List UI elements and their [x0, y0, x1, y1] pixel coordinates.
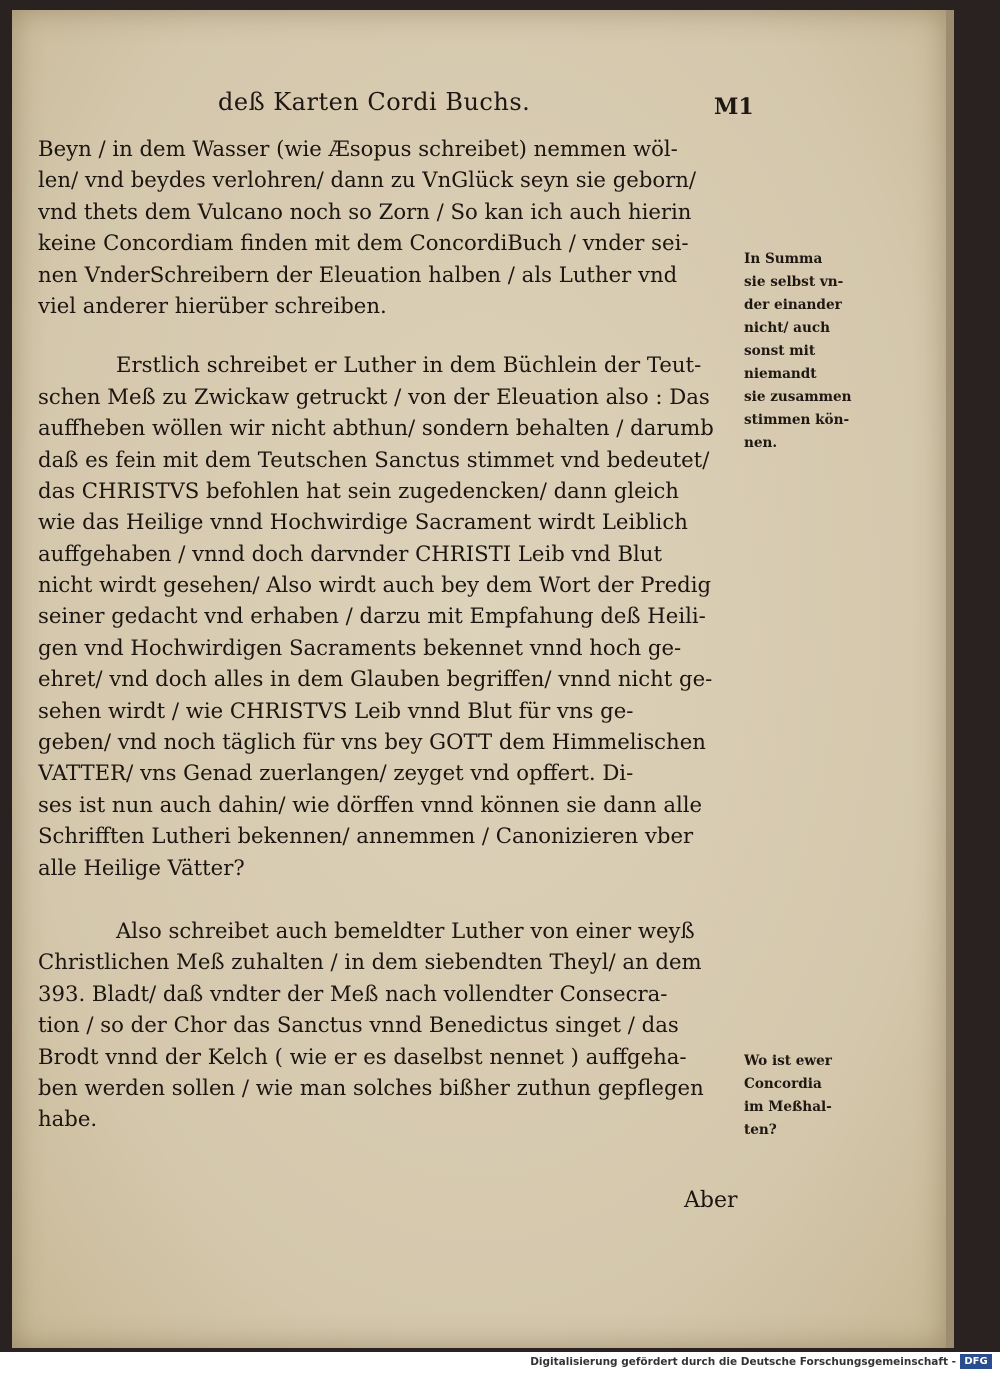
text-line: Beyn / in dem Wasser (wie Æsopus schreibet) nemmen wöl-	[38, 136, 678, 161]
text-line: wie das Heilige vnnd Hochwirdige Sacrament wirdt Leiblich	[38, 509, 688, 535]
text-line: gen vnd Hochwirdigen Sacraments bekennet vnnd hoch ge-	[38, 634, 682, 660]
text-line: vnd thets dem Vulcano noch so Zorn / So kan ich auch hierin	[38, 198, 692, 224]
text-line: sehen wirdt / wie CHRISTVS Leib vnnd Blut für vns ge-	[38, 697, 634, 723]
dfg-logo[interactable]: DFG	[960, 1354, 992, 1369]
text-line: alle Heilige Vätter?	[38, 854, 245, 880]
marginal-note-concordia	[744, 1050, 872, 1142]
footer-bar	[0, 1352, 1000, 1374]
text-line: das CHRISTVS befohlen hat sein zugedencken/ dann gleich	[38, 477, 679, 503]
text-line: Erstlich schreibet er Luther in dem Büchlein der Teut-	[116, 352, 702, 378]
note-line: sie selbst vn-	[744, 274, 844, 290]
note-line: der einander	[744, 297, 842, 313]
text-line: viel anderer hierüber schreiben.	[38, 292, 387, 318]
paragraph-3	[38, 915, 742, 1135]
note-line: niemandt	[744, 366, 817, 382]
text-line: 393. Bladt/ daß vndter der Meß nach vollendter Consecra-	[38, 980, 668, 1006]
note-line: nen.	[744, 435, 778, 451]
paragraph-gap	[38, 321, 742, 349]
note-line: im Meßhal-	[744, 1099, 832, 1115]
text-line: VATTER/ vns Genad zuerlangen/ zeyget vnd opffert. Di-	[38, 760, 634, 786]
text-line: ses ist nun auch dahin/ wie dörffen vnnd können sie dann alle	[38, 791, 703, 817]
marginal-note-in-summa	[744, 248, 872, 455]
text-line: geben/ vnd noch täglich für vns bey GOTT dem Himmelischen	[38, 729, 706, 755]
text-line: ben werden sollen / wie man solches bißher zuthun gepflegen	[38, 1074, 704, 1100]
text-line: len/ vnd beydes verlohren/ dann zu VnGlück seyn sie geborn/	[38, 167, 697, 193]
text-line: auffheben wöllen wir nicht abthun/ sondern behalten / darumb	[38, 415, 714, 441]
paragraph-2	[38, 349, 742, 883]
folio-signature: M1	[714, 94, 754, 120]
note-line: sie zusammen	[744, 389, 852, 405]
text-line: daß es fein mit dem Teutschen Sanctus stimmet vnd bedeutet/	[38, 446, 710, 472]
text-line: ehret/ vnd doch alles in dem Glauben begriffen/ vnnd nicht ge-	[38, 666, 713, 692]
note-line: sonst mit	[744, 343, 816, 359]
text-line: tion / so der Chor das Sanctus vnnd Benedictus singet / das	[38, 1012, 679, 1038]
page-edge	[946, 10, 954, 1348]
note-line: Concordia	[744, 1076, 822, 1092]
funding-credit: Digitalisierung gefördert durch die Deutsche Forschungsgemeinschaft -	[530, 1356, 956, 1368]
catchword: Aber	[684, 1188, 738, 1213]
text-line: nicht wirdt gesehen/ Also wirdt auch bey dem Wort der Predig	[38, 572, 712, 598]
text-line: habe.	[38, 1106, 98, 1132]
text-line: auffgehaben / vnnd doch darvnder CHRISTI Leib vnd Blut	[38, 540, 662, 566]
text-line: Schrifften Lutheri bekennen/ annemmen / Canonizieren vber	[38, 823, 694, 849]
paragraph-gap	[38, 883, 742, 915]
text-line: Also schreibet auch bemeldter Luther von einer weyß	[116, 917, 695, 943]
running-head: deß Karten Cordi Buchs.	[218, 88, 531, 116]
note-line: Wo ist ewer	[744, 1053, 832, 1069]
note-line: ten?	[744, 1122, 777, 1138]
note-line: stimmen kön-	[744, 412, 850, 428]
paragraph-1	[38, 133, 742, 321]
text-line: schen Meß zu Zwickaw getruckt / von der Eleuation also : Das	[38, 383, 710, 409]
text-line: seiner gedacht vnd erhaben / darzu mit Empfahung deß Heili-	[38, 603, 706, 629]
note-line: nicht/ auch	[744, 320, 831, 336]
text-line: keine Concordiam finden mit dem ConcordiBuch / vnder sei-	[38, 230, 689, 256]
text-line: Brodt vnnd der Kelch ( wie er es daselbst nennet ) auffgeha-	[38, 1043, 687, 1069]
note-line: In Summa	[744, 251, 823, 267]
main-text-block	[38, 133, 742, 1135]
text-line: nen VnderSchreibern der Eleuation halben / als Luther vnd	[38, 261, 678, 287]
text-line: Christlichen Meß zuhalten / in dem siebendten Theyl/ an dem	[38, 949, 702, 975]
